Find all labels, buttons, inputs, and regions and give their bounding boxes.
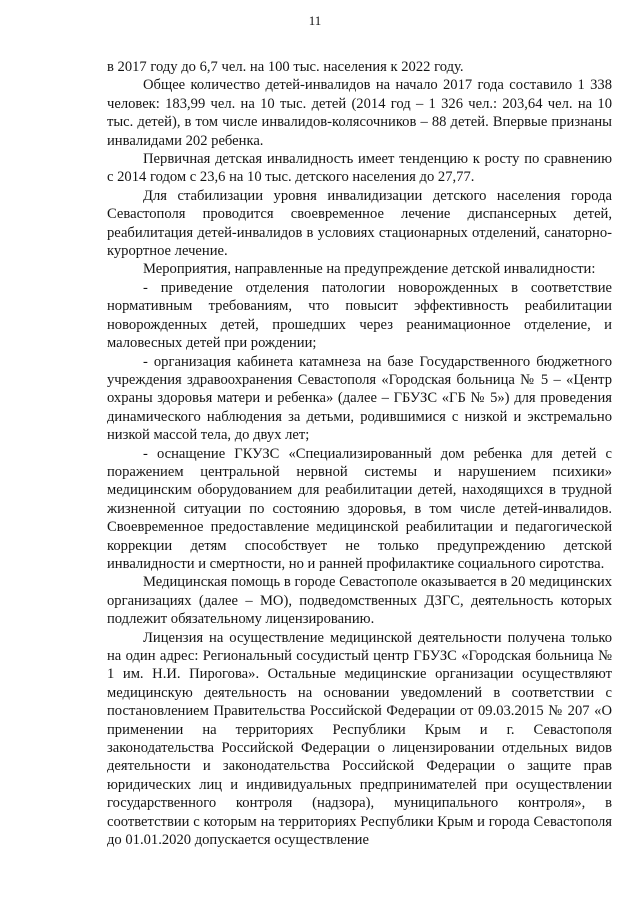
page-number: 11	[308, 13, 322, 28]
paragraph-license: Лицензия на осуществление медицинской деятельности получена только на один адрес: Региональный сосудистый центр ГБУЗС «Городская больница № 1 им. Н.И. Пирогова». Остальные медицинские организации осуществляют медицинскую деятельность на основании уведомлений в соответствии с постановлением Правительства Российской Федерации от 09.03.2015 № 207 «О применении на территориях Республики Крым и г. Севастополя законодательства Российской Федерации о лицензировании отдельных видов деятельности и законодательства Российской Федерации о защите прав юридических лиц и индивидуальных предпринимателей при осуществлении государственного контроля (надзора), муниципального контроля», в соответствии с которым на территориях Республики Крым и города Севастополя до 01.01.2020 допускается осуществление	[107, 629, 612, 849]
paragraph-disabled-children-count: Общее количество детей-инвалидов на начало 2017 года составило 1 338 человек: 183,99 чел. на 10 тыс. детей (2014 год – 1 326 чел.: 203,64 чел. на 10 тыс. детей), в том числе инвалидов-колясочников – 88 детей. Впервые признаны инвалидами 202 ребенка.	[107, 77, 612, 149]
paragraph-stabilization: Для стабилизации уровня инвалидизации детского населения города Севастополя проводится своевременное лечение диспансерных детей, реабилитация детей-инвалидов в условиях стационарных отделений, санаторно-курортное лечение.	[107, 187, 612, 260]
paragraph-continuation: в 2017 году до 6,7 чел. на 100 тыс. населения к 2022 году.	[107, 59, 464, 75]
list-item-catamnesis-office: - организация кабинета катамнеза на базе Государственного бюджетного учреждения здравоохранения Севастополя «Городская больница № 5 – «Центр охраны здоровья матери и ребенка» (далее – ГБУЗС «ГБ № 5») для проведения динамического наблюдения за детьми, родившимися с низкой и экстремально низкой массой тела, до двух лет;	[107, 353, 612, 444]
paragraph-medical-organizations: Медицинская помощь в городе Севастополе оказывается в 20 медицинских организациях (далее – МО), подведомственных ДЗГС, деятельность которых подлежит обязательному лицензированию.	[107, 574, 612, 628]
paragraph-primary-disability: Первичная детская инвалидность имеет тенденцию к росту по сравнению с 2014 годом с 23,6 на 10 тыс. детского населения до 27,77.	[107, 151, 612, 186]
body-text	[107, 58, 612, 849]
list-item-childrens-home-equipment: - оснащение ГКУЗС «Специализированный дом ребенка для детей с поражением центральной нервной системы и нарушением психики» медицинским оборудованием для реабилитации детей, находящихся в трудной жизненной ситуации по состоянию здоровья, в том числе детей-инвалидов. Своевременное предоставление медицинской реабилитации и педагогической коррекции детям способствует не только предупреждению детской инвалидности и смертности, но и ранней профилактике социального сиротства.	[107, 445, 612, 572]
list-item-neonatal-department: - приведение отделения патологии новорожденных в соответствие нормативным требованиям, что повысит эффективность реабилитации новорожденных детей, прошедших через реанимационное отделение, и маловесных детей при рождении;	[107, 279, 612, 352]
paragraph-measures-intro: Мероприятия, направленные на предупреждение детской инвалидности:	[143, 261, 596, 278]
